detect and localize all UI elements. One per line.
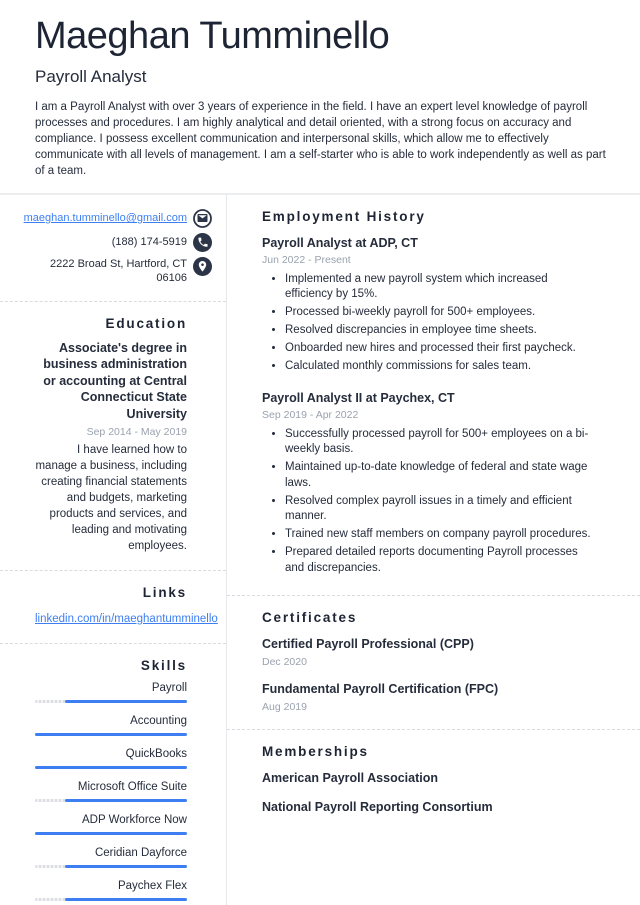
job-bullet: • Implemented a new payroll system which increased efficiency by 15%.	[285, 272, 596, 303]
job-bullet: • Onboarded new hires and processed their first paycheck.	[285, 341, 596, 357]
education-degree: Associate's degree in business administration or accounting at Central Connecticut State University	[43, 340, 187, 421]
skill-bar-fill	[35, 733, 187, 736]
certificates-section	[227, 596, 640, 730]
resume-header	[0, 0, 640, 195]
certificate-entry	[262, 636, 596, 668]
main-column	[227, 195, 640, 905]
skill-bar-track	[35, 700, 187, 703]
person-job-title: Payroll Analyst	[35, 66, 147, 86]
certificates-heading: Certificates	[262, 609, 358, 625]
job-dates: Jun 2022 - Present	[262, 253, 351, 266]
skill-item	[35, 880, 187, 901]
skill-item	[35, 814, 187, 835]
skill-bar-track	[35, 766, 187, 769]
skill-bar-fill	[35, 766, 187, 769]
skill-bar-fill	[65, 865, 187, 868]
resume-body	[0, 195, 640, 905]
skill-bar-track	[35, 898, 187, 901]
skill-bar-fill	[65, 799, 187, 802]
skill-label: Ceridian Dayforce	[94, 847, 187, 860]
skill-bar-track	[35, 832, 187, 835]
certificate-entry	[262, 681, 596, 713]
email-link[interactable]: maeghan.tumminello@gmail.com	[23, 212, 187, 225]
contact-section	[0, 195, 226, 302]
person-name: Maeghan Tumminello	[35, 15, 390, 57]
profile-summary: I am a Payroll Analyst with over 3 years of experience in the field. I have an expert level knowledge of payroll processes and procedures. I am highly analytical and detail oriented, with a strong focus on accuracy and compliance. I possess excellent communication and interpersonal skills, which allow me to effectively communicate with all levels of management. I am a self-starter who is able to work independently as well as part of a team.	[35, 100, 606, 177]
employment-heading: Employment History	[262, 208, 426, 224]
skill-item	[35, 715, 187, 736]
job-bullet-list	[262, 427, 596, 577]
mail-icon	[193, 209, 212, 228]
job-title: Payroll Analyst at ADP, CT	[262, 235, 418, 250]
contact-address-row	[35, 257, 187, 285]
certificate-date: Aug 2019	[262, 700, 307, 713]
skill-label: Payroll	[151, 682, 187, 695]
job-dates: Sep 2019 - Apr 2022	[262, 408, 359, 421]
membership-entry: American Payroll Association	[262, 770, 438, 785]
memberships-section	[227, 730, 640, 832]
location-icon	[193, 257, 212, 276]
job-bullet-list	[262, 272, 596, 375]
postal-address: 2222 Broad St, Hartford, CT 06106	[50, 257, 187, 284]
memberships-heading: Memberships	[262, 743, 369, 759]
contact-email-row	[23, 209, 187, 228]
skill-label: Paychex Flex	[117, 880, 187, 893]
skill-item	[35, 682, 187, 703]
job-entry	[262, 235, 596, 375]
education-heading: Education	[105, 315, 187, 331]
phone-icon	[193, 233, 212, 252]
skill-item	[35, 748, 187, 769]
job-bullet: • Maintained up-to-date knowledge of federal and state wage laws.	[285, 460, 596, 491]
skill-bar-track	[35, 865, 187, 868]
skill-label: Accounting	[130, 715, 187, 728]
skill-bar-fill	[65, 700, 187, 703]
skill-bar-track	[35, 799, 187, 802]
contact-phone-row	[35, 233, 187, 252]
certificate-title: Certified Payroll Professional (CPP)	[262, 636, 474, 651]
job-title: Payroll Analyst II at Paychex, CT	[262, 390, 455, 405]
job-bullet: • Successfully processed payroll for 500+ employees on a bi-weekly basis.	[285, 427, 596, 458]
job-bullet: • Trained new staff members on company payroll procedures.	[285, 527, 596, 543]
skill-item	[35, 781, 187, 802]
skills-section	[0, 644, 226, 905]
employment-section	[227, 195, 640, 596]
sidebar	[0, 195, 227, 905]
phone-number: (188) 174-5919	[111, 236, 187, 249]
job-bullet: • Resolved discrepancies in employee time sheets.	[285, 323, 596, 339]
job-bullet: • Resolved complex payroll issues in a timely and efficient manner.	[285, 494, 596, 525]
education-description: I have learned how to manage a business, including creating financial statements and budgets, marketing products and services, and leading and motivating employees.	[35, 444, 187, 553]
linkedin-link[interactable]: linkedin.com/in/maeghantumminello	[35, 613, 218, 626]
education-section	[0, 302, 226, 572]
membership-entry: National Payroll Reporting Consortium	[262, 799, 493, 814]
skill-label: ADP Workforce Now	[81, 814, 187, 827]
job-entry	[262, 390, 596, 577]
skill-item	[35, 847, 187, 868]
certificate-title: Fundamental Payroll Certification (FPC)	[262, 681, 499, 696]
skill-bar-fill	[35, 832, 187, 835]
links-section	[0, 571, 226, 644]
skill-bar-fill	[65, 898, 187, 901]
skills-heading: Skills	[140, 658, 187, 674]
education-dates: Sep 2014 - May 2019	[86, 426, 187, 439]
job-bullet: • Processed bi-weekly payroll for 500+ employees.	[285, 305, 596, 321]
skill-label: Microsoft Office Suite	[77, 781, 187, 794]
job-bullet: • Calculated monthly commissions for sales team.	[285, 359, 596, 375]
skill-bar-track	[35, 733, 187, 736]
links-heading: Links	[142, 585, 187, 601]
certificate-date: Dec 2020	[262, 655, 307, 668]
skill-label: QuickBooks	[125, 748, 187, 761]
job-bullet: • Prepared detailed reports documenting Payroll processes and discrepancies.	[285, 545, 596, 576]
